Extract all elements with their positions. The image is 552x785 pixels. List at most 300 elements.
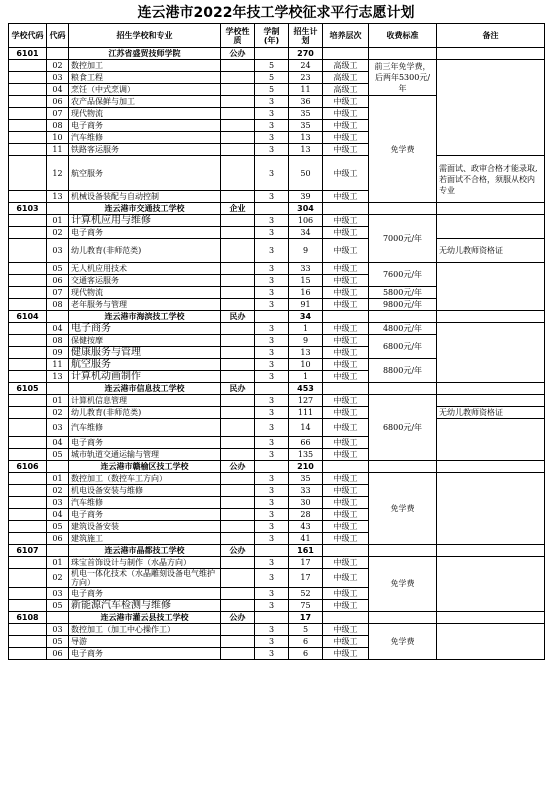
major-plan: 35: [289, 472, 323, 484]
major-name: 航空服务: [69, 156, 221, 191]
major-row: [9, 418, 545, 436]
major-name: 老年服务与管理: [69, 298, 221, 310]
major-row: [9, 394, 545, 406]
major-code: 02: [47, 227, 69, 239]
page: [8, 3, 544, 660]
major-name: 电子商务: [69, 508, 221, 520]
major-code: 04: [47, 322, 69, 334]
major-level: 中级工: [323, 120, 369, 132]
major-code: 04: [47, 508, 69, 520]
major-nature-blank: [221, 394, 255, 406]
major-years: 3: [255, 298, 289, 310]
major-plan: 39: [289, 191, 323, 203]
school-row: [9, 310, 545, 322]
major-blank: [9, 227, 47, 239]
major-nature-blank: [221, 568, 255, 587]
school-row: [9, 203, 545, 215]
major-code: 08: [47, 120, 69, 132]
major-name: 珠宝首饰设计与制作（水晶方向）: [69, 556, 221, 568]
fee-standard: 6800元/年: [369, 394, 437, 460]
major-blank: [9, 418, 47, 436]
major-level: 中级工: [323, 448, 369, 460]
major-row: [9, 623, 545, 635]
major-code: 11: [47, 144, 69, 156]
major-level: 中级工: [323, 568, 369, 587]
major-level: 中级工: [323, 370, 369, 382]
school-total: 453: [289, 382, 323, 394]
major-nature-blank: [221, 215, 255, 227]
major-name: 建筑施工: [69, 532, 221, 544]
major-nature-blank: [221, 508, 255, 520]
major-level: 中级工: [323, 623, 369, 635]
major-code: 10: [47, 132, 69, 144]
major-plan: 1: [289, 322, 323, 334]
major-code: 07: [47, 286, 69, 298]
table-header-row: [9, 24, 545, 48]
major-years: 3: [255, 472, 289, 484]
major-code: 01: [47, 472, 69, 484]
major-level: 中级工: [323, 108, 369, 120]
major-plan: 35: [289, 108, 323, 120]
major-name: 计算机信息管理: [69, 394, 221, 406]
major-name: 计算机应用与维修: [69, 215, 221, 227]
major-name: 电子商务: [69, 120, 221, 132]
school-total: 270: [289, 48, 323, 60]
major-code: 01: [47, 556, 69, 568]
school-code-blank: [47, 544, 69, 556]
major-blank: [9, 108, 47, 120]
major-years: 3: [255, 508, 289, 520]
fee-standard: 5800元/年: [369, 286, 437, 298]
major-name: 幼儿教育(非师范类): [69, 406, 221, 418]
major-blank: [9, 472, 47, 484]
major-level: 高级工: [323, 72, 369, 84]
major-level: 中级工: [323, 472, 369, 484]
major-code: 06: [47, 274, 69, 286]
major-name: 汽车维修: [69, 132, 221, 144]
major-row: [9, 239, 545, 263]
major-years: 3: [255, 156, 289, 191]
major-nature-blank: [221, 84, 255, 96]
major-name: 数控加工: [69, 60, 221, 72]
major-row: [9, 472, 545, 484]
major-plan: 13: [289, 144, 323, 156]
major-plan: 35: [289, 120, 323, 132]
major-nature-blank: [221, 191, 255, 203]
major-years: 3: [255, 623, 289, 635]
school-name: 连云港市海滨技工学校: [69, 310, 221, 322]
major-years: 3: [255, 436, 289, 448]
major-level: 高级工: [323, 84, 369, 96]
major-level: 中级工: [323, 406, 369, 418]
major-code: 08: [47, 334, 69, 346]
major-nature-blank: [221, 262, 255, 274]
major-name: 机电设备安装与维修: [69, 484, 221, 496]
major-code: 05: [47, 448, 69, 460]
major-level: 中级工: [323, 144, 369, 156]
major-name: 建筑设备安装: [69, 520, 221, 532]
major-plan: 1: [289, 370, 323, 382]
major-nature-blank: [221, 635, 255, 647]
major-level: 中级工: [323, 334, 369, 346]
major-nature-blank: [221, 406, 255, 418]
school-note-blank: [437, 460, 545, 472]
school-code: 6108: [9, 611, 47, 623]
header-note: 备注: [437, 24, 545, 48]
major-years: 3: [255, 406, 289, 418]
major-years: 3: [255, 215, 289, 227]
major-years: 3: [255, 286, 289, 298]
major-nature-blank: [221, 144, 255, 156]
major-nature-blank: [221, 120, 255, 132]
school-code-blank: [47, 48, 69, 60]
major-name: 农产品保鲜与加工: [69, 96, 221, 108]
school-total: 210: [289, 460, 323, 472]
major-plan: 135: [289, 448, 323, 460]
major-blank: [9, 358, 47, 370]
major-name: 电子商务: [69, 647, 221, 659]
remark-blank: [437, 394, 545, 406]
major-blank: [9, 520, 47, 532]
major-years: 3: [255, 132, 289, 144]
fee-standard: 免学费: [369, 623, 437, 659]
school-nature: 民办: [221, 310, 255, 322]
major-nature-blank: [221, 556, 255, 568]
major-plan: 9: [289, 334, 323, 346]
school-code-blank: [47, 382, 69, 394]
major-plan: 11: [289, 84, 323, 96]
remark-blank: [437, 215, 545, 239]
school-nature: 企业: [221, 203, 255, 215]
school-fee-blank: [369, 544, 437, 556]
major-plan: 36: [289, 96, 323, 108]
school-name: 连云港市信息技工学校: [69, 382, 221, 394]
major-nature-blank: [221, 156, 255, 191]
major-nature-blank: [221, 472, 255, 484]
major-level: 中级工: [323, 215, 369, 227]
major-row: [9, 406, 545, 418]
school-code: 6106: [9, 460, 47, 472]
school-code: 6103: [9, 203, 47, 215]
major-nature-blank: [221, 647, 255, 659]
school-fee-blank: [369, 48, 437, 60]
major-blank: [9, 286, 47, 298]
school-code-blank: [47, 203, 69, 215]
major-plan: 106: [289, 215, 323, 227]
major-level: 中级工: [323, 156, 369, 191]
header-years: 学制(年): [255, 24, 289, 48]
major-name: 电子商务: [69, 322, 221, 334]
major-years: 3: [255, 556, 289, 568]
school-total: 34: [289, 310, 323, 322]
major-code: 08: [47, 298, 69, 310]
school-level-blank: [323, 48, 369, 60]
major-level: 中级工: [323, 556, 369, 568]
school-row: [9, 382, 545, 394]
major-name: 现代物流: [69, 286, 221, 298]
major-level: 中级工: [323, 520, 369, 532]
school-level-blank: [323, 611, 369, 623]
major-name: 健康服务与管理: [69, 346, 221, 358]
major-name: 机电一体化技术（水晶雕刻设备电气维护方向）: [69, 568, 221, 587]
major-code: 03: [47, 239, 69, 263]
major-row: [9, 156, 545, 191]
major-nature-blank: [221, 274, 255, 286]
school-level-blank: [323, 544, 369, 556]
school-total: 161: [289, 544, 323, 556]
major-years: 3: [255, 568, 289, 587]
major-level: 中级工: [323, 532, 369, 544]
school-name: 连云港市灌云县技工学校: [69, 611, 221, 623]
major-plan: 17: [289, 568, 323, 587]
major-years: 5: [255, 60, 289, 72]
header-fee: 收费标准: [369, 24, 437, 48]
major-name: 电子商务: [69, 587, 221, 599]
major-row: [9, 262, 545, 274]
school-row: [9, 611, 545, 623]
major-nature-blank: [221, 599, 255, 611]
school-fee-blank: [369, 203, 437, 215]
major-name: 现代物流: [69, 108, 221, 120]
school-years-blank: [255, 544, 289, 556]
major-blank: [9, 322, 47, 334]
school-code-blank: [47, 310, 69, 322]
school-years-blank: [255, 310, 289, 322]
school-nature: 公办: [221, 544, 255, 556]
header-school-major: 招生学校和专业: [69, 24, 221, 48]
remark: 需面试、政审合格才能录取,若面试不合格，须服从校内专业: [437, 156, 545, 203]
major-code: 13: [47, 191, 69, 203]
major-plan: 14: [289, 418, 323, 436]
major-name: 无人机应用技术: [69, 262, 221, 274]
major-years: 3: [255, 274, 289, 286]
school-total: 304: [289, 203, 323, 215]
major-blank: [9, 406, 47, 418]
major-level: 中级工: [323, 436, 369, 448]
major-name: 电子商务: [69, 227, 221, 239]
major-level: 中级工: [323, 508, 369, 520]
fee-standard: 免学费: [369, 96, 437, 203]
major-blank: [9, 84, 47, 96]
major-blank: [9, 215, 47, 227]
remark-blank: [437, 322, 545, 382]
school-row: [9, 544, 545, 556]
major-code: 03: [47, 496, 69, 508]
major-blank: [9, 191, 47, 203]
major-blank: [9, 334, 47, 346]
major-name: 城市轨道交通运输与管理: [69, 448, 221, 460]
school-name: 连云港市晶都技工学校: [69, 544, 221, 556]
major-blank: [9, 144, 47, 156]
major-blank: [9, 120, 47, 132]
major-nature-blank: [221, 587, 255, 599]
major-plan: 33: [289, 262, 323, 274]
major-nature-blank: [221, 496, 255, 508]
major-nature-blank: [221, 298, 255, 310]
major-years: 3: [255, 358, 289, 370]
fee-standard: 前三年免学费，后两年5300元/年: [369, 60, 437, 96]
major-nature-blank: [221, 96, 255, 108]
school-fee-blank: [369, 382, 437, 394]
major-nature-blank: [221, 520, 255, 532]
major-plan: 10: [289, 358, 323, 370]
major-plan: 75: [289, 599, 323, 611]
major-code: 06: [47, 532, 69, 544]
fee-standard: 6800元/年: [369, 334, 437, 358]
major-level: 中级工: [323, 322, 369, 334]
major-row: [9, 556, 545, 568]
major-years: 3: [255, 484, 289, 496]
major-name: 数控加工（数控车工方向）: [69, 472, 221, 484]
major-name: 粮食工程: [69, 72, 221, 84]
major-plan: 16: [289, 286, 323, 298]
major-name: 航空服务: [69, 358, 221, 370]
major-years: 5: [255, 72, 289, 84]
school-name: 江苏省盛贸技师学院: [69, 48, 221, 60]
major-code: 01: [47, 394, 69, 406]
major-name: 幼儿教育(非师范类): [69, 239, 221, 263]
major-level: 中级工: [323, 647, 369, 659]
major-blank: [9, 394, 47, 406]
school-name: 连云港市赣榆区技工学校: [69, 460, 221, 472]
major-nature-blank: [221, 322, 255, 334]
remark-blank: [437, 623, 545, 659]
school-nature: 民办: [221, 382, 255, 394]
fee-standard: 7600元/年: [369, 262, 437, 286]
major-blank: [9, 60, 47, 72]
major-years: 3: [255, 635, 289, 647]
major-nature-blank: [221, 370, 255, 382]
major-nature-blank: [221, 132, 255, 144]
major-code: 03: [47, 587, 69, 599]
major-name: 交通客运服务: [69, 274, 221, 286]
major-nature-blank: [221, 436, 255, 448]
major-code: 04: [47, 436, 69, 448]
school-code-blank: [47, 460, 69, 472]
major-blank: [9, 436, 47, 448]
major-code: 02: [47, 406, 69, 418]
major-code: 11: [47, 358, 69, 370]
major-years: 3: [255, 370, 289, 382]
school-years-blank: [255, 48, 289, 60]
school-fee-blank: [369, 460, 437, 472]
major-nature-blank: [221, 334, 255, 346]
major-level: 中级工: [323, 599, 369, 611]
major-code: 05: [47, 262, 69, 274]
fee-standard: 免学费: [369, 556, 437, 611]
major-level: 中级工: [323, 418, 369, 436]
major-plan: 5: [289, 623, 323, 635]
major-years: 3: [255, 520, 289, 532]
major-row: [9, 215, 545, 227]
major-plan: 28: [289, 508, 323, 520]
major-years: 3: [255, 346, 289, 358]
school-note-blank: [437, 382, 545, 394]
major-nature-blank: [221, 623, 255, 635]
major-blank: [9, 262, 47, 274]
major-level: 中级工: [323, 132, 369, 144]
major-blank: [9, 156, 47, 191]
major-level: 中级工: [323, 358, 369, 370]
major-code: 13: [47, 370, 69, 382]
major-years: 3: [255, 239, 289, 263]
major-blank: [9, 532, 47, 544]
major-blank: [9, 635, 47, 647]
major-level: 中级工: [323, 587, 369, 599]
major-code: 05: [47, 635, 69, 647]
major-blank: [9, 647, 47, 659]
major-plan: 127: [289, 394, 323, 406]
major-level: 中级工: [323, 191, 369, 203]
remark-blank: [437, 418, 545, 460]
major-plan: 6: [289, 647, 323, 659]
major-blank: [9, 508, 47, 520]
major-years: 3: [255, 394, 289, 406]
school-years-blank: [255, 460, 289, 472]
school-level-blank: [323, 310, 369, 322]
major-blank: [9, 274, 47, 286]
major-name: 数控加工（加工中心操作工）: [69, 623, 221, 635]
school-level-blank: [323, 382, 369, 394]
fee-standard: 8800元/年: [369, 358, 437, 382]
major-level: 中级工: [323, 286, 369, 298]
school-years-blank: [255, 203, 289, 215]
major-years: 3: [255, 418, 289, 436]
major-years: 5: [255, 84, 289, 96]
major-nature-blank: [221, 286, 255, 298]
major-level: 中级工: [323, 346, 369, 358]
school-name: 连云港市交通技工学校: [69, 203, 221, 215]
major-nature-blank: [221, 72, 255, 84]
major-code: 09: [47, 346, 69, 358]
major-code: 04: [47, 84, 69, 96]
major-blank: [9, 448, 47, 460]
school-row: [9, 48, 545, 60]
major-level: 中级工: [323, 239, 369, 263]
major-years: 3: [255, 448, 289, 460]
major-nature-blank: [221, 239, 255, 263]
major-years: 3: [255, 532, 289, 544]
major-plan: 34: [289, 227, 323, 239]
major-nature-blank: [221, 108, 255, 120]
major-code: 01: [47, 215, 69, 227]
major-row: [9, 60, 545, 72]
major-level: 中级工: [323, 496, 369, 508]
major-code: 07: [47, 108, 69, 120]
school-note-blank: [437, 611, 545, 623]
school-fee-blank: [369, 611, 437, 623]
major-blank: [9, 346, 47, 358]
major-nature-blank: [221, 60, 255, 72]
major-blank: [9, 96, 47, 108]
plan-table: [8, 23, 545, 660]
major-plan: 13: [289, 132, 323, 144]
major-nature-blank: [221, 532, 255, 544]
major-code: 06: [47, 96, 69, 108]
school-note-blank: [437, 48, 545, 60]
school-nature: 公办: [221, 48, 255, 60]
header-level: 培养层次: [323, 24, 369, 48]
major-blank: [9, 556, 47, 568]
major-plan: 41: [289, 532, 323, 544]
major-blank: [9, 568, 47, 587]
major-years: 3: [255, 599, 289, 611]
school-total: 17: [289, 611, 323, 623]
header-plan: 招生计划: [289, 24, 323, 48]
major-name: 电子商务: [69, 436, 221, 448]
fee-standard: 免学费: [369, 472, 437, 544]
major-code: 02: [47, 568, 69, 587]
